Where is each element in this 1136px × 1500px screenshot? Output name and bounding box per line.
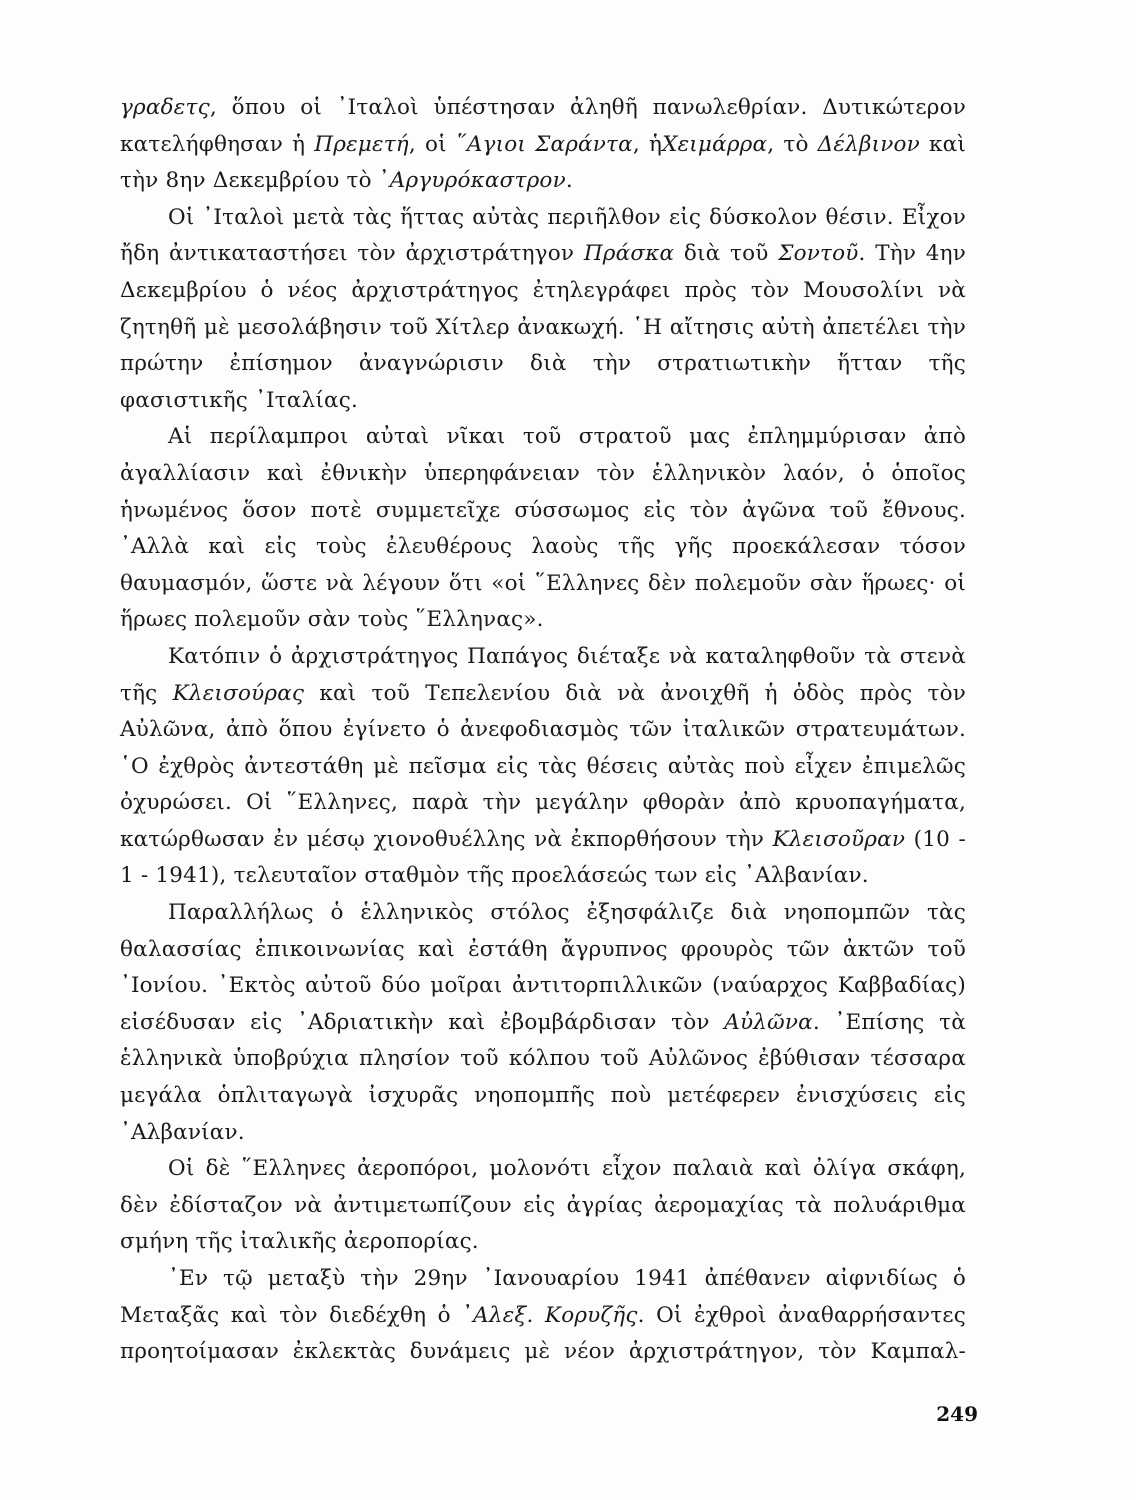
text-segment: Οἱ ᾿Ιταλοὶ μετὰ τὰς ἥττας αὐτὰς περιῆλθον εἰς δύσκολον θέσιν. Εἶχον ἤδη ἀντικαταστήσει τὸν ἀρχιστράτηγον <box>120 204 966 267</box>
place-name-kleisouran: Κλεισοῦραν <box>772 826 906 852</box>
place-name-delvinon: Δέλβινον <box>817 131 920 157</box>
text-segment: , ἡ <box>632 131 663 157</box>
paragraph-1 <box>120 90 966 200</box>
person-name-koryzis: Αλεξ. Κορυζῆς <box>473 1302 638 1328</box>
body-text <box>120 90 966 1371</box>
text-segment: . Τὴν 4ην Δεκεμβρίου ὁ νέος ἀρχιστράτηγος ἐτηλεγράφει πρὸς τὸν Μουσολίνι νὰ ζητηθῆ μὲ μεσολάβησιν τοῦ Χίτλερ ἀνακωχή. ῾Η αἴτησις αὐτὴ ἀπετέλει τὴν πρώτην ἐπίσημον ἀναγνώρισιν διὰ τὴν στρατιωτικὴν ἥτταν τῆς φασιστικῆς ᾿Ιταλίας. <box>120 241 966 413</box>
text-segment: γραδετς <box>120 95 210 120</box>
place-name-argyrokastron: Αργυρόκαστρον <box>389 168 566 194</box>
paragraph-3 <box>120 419 966 639</box>
place-name-cheimarra: Χειμάρρα <box>662 131 768 157</box>
text-segment: . <box>565 168 573 194</box>
text-segment: καὶ τοῦ Τεπελενίου διὰ νὰ ἀνοιχθῆ ἡ ὁδὸς πρὸς τὸν Αὐλῶνα, ἀπὸ ὅπου ἐγίνετο ὁ ἀνεφοδιασμὸς τῶν ἰταλικῶν στρατευμάτων. ῾Ο ἐχθρὸς ἀντεστάθη μὲ πεῖσμα εἰς τὰς θέσεις αὐτὰς ποὺ εἶχεν ἐπιμελῶς ὀχυρώσει. Οἱ ῞Ελληνες, παρὰ τὴν μεγάλην φθορὰν ἀπὸ κρυοπαγήματα, κατώρθωσαν ἐν μέσῳ χιονοθυέλλης νὰ ἐκπορθήσουν τὴν <box>120 680 966 852</box>
text-segment: ᾿Εν τῷ μεταξὺ τὴν 29ην ᾿Ιανουαρίου 1941 ἀπέθανεν αἰφνιδίως ὁ Μεταξᾶς καὶ τὸν διεδέχθη ὁ ᾿ <box>120 1266 966 1328</box>
text-segment: διὰ τοῦ <box>674 241 779 267</box>
text-segment: Κατόπιν ὁ ἀρχιστράτηγος Παπάγος διέταξε νὰ καταληφθοῦν τὰ στενὰ τῆς <box>120 643 966 706</box>
paragraph-7 <box>120 1261 966 1371</box>
text-segment: Αἱ περίλαμπροι αὐταὶ νῖκαι τοῦ στρατοῦ μας ἐπλημμύρισαν ἀπὸ ἀγαλλίασιν καὶ ἐθνικὴν ὑπερηφάνειαν τὸν ἑλληνικὸν λαόν, ὁ ὁποῖος ἡνωμένος ὅσον ποτὲ συμμετεῖχε σύσσωμος εἰς τὸν ἀγῶνα τοῦ ἔθνους. ᾿Αλλὰ καὶ εἰς τοὺς ἐλευθέρους λαοὺς τῆς γῆς προεκάλεσαν τόσον θαυμασμόν, ὥστε νὰ λέγουν ὅτι «οἱ ῞Ελληνες δὲν πολεμοῦν σὰν ἥρωες· οἱ ἥρωες πολεμοῦν σὰν τοὺς ῞Ελληνας». <box>120 424 966 633</box>
place-name-premeti: Πρεμετή <box>314 131 409 157</box>
paragraph-5 <box>120 895 966 1151</box>
text-segment: (10 - 1 - 1941), τελευταῖον σταθμὸν τῆς προελάσεώς των εἰς ᾿Αλβανίαν. <box>120 826 966 889</box>
text-segment: , ὅπου οἱ ᾿Ιταλοὶ ὑπέστησαν ἀληθῆ πανωλεθρίαν. Δυτικώτερον κατελήφθησαν ἡ <box>120 95 966 157</box>
person-name-sontou: Σοντοῦ <box>778 241 859 267</box>
person-name-praska: Πράσκα <box>583 241 675 267</box>
text-segment: , οἱ <box>408 131 456 157</box>
text-segment: Παραλλήλως ὁ ἑλληνικὸς στόλος ἐξησφάλιζε διὰ νηοπομπῶν τὰς θαλασσίας ἐπικοινωνίας καὶ ἐστάθη ἄγρυπνος φρουρὸς τῶν ἀκτῶν τοῦ ᾿Ιονίου. ᾿Εκτὸς αὐτοῦ δύο μοῖραι ἀντιτορπιλλικῶν (ναύαρχος Καββαδίας) εἰσέδυσαν εἰς ᾿Αδριατικὴν καὶ ἐβομβάρδισαν τὸν <box>120 900 966 1035</box>
place-name-agioi-saranta: ῞Αγιοι Σαράντα <box>455 131 633 157</box>
place-name-avlona: Αὐλῶνα <box>724 1009 813 1035</box>
text-segment: καὶ τὴν 8ην Δεκεμβρίου τὸ ᾿ <box>120 131 966 194</box>
paragraph-2 <box>120 200 966 420</box>
text-segment: . ᾿Επίσης τὰ ἑλληνικὰ ὑποβρύχια πλησίον τοῦ κόλπου τοῦ Αὐλῶνος ἐβύθισαν τέσσαρα μεγάλα ὁπλιταγωγὰ ἰσχυρᾶς νηοπομπῆς ποὺ μετέφερεν ἐνισχύσεις εἰς ᾿Αλβανίαν. <box>120 1009 966 1145</box>
paragraph-6 <box>120 1151 966 1261</box>
page-number: 249 <box>936 1402 978 1426</box>
paragraph-4 <box>120 639 966 895</box>
text-segment: Οἱ δὲ ῞Ελληνες ἀεροπόροι, μολονότι εἶχον παλαιὰ καὶ ὀλίγα σκάφη, δὲν ἐδίσταζον νὰ ἀντιμετωπίζουν εἰς ἀγρίας ἀερομαχίας τὰ πολυάριθμα σμήνη τῆς ἰταλικῆς ἀεροπορίας. <box>120 1156 966 1255</box>
text-segment: , τὸ <box>767 131 818 157</box>
text-segment: . Οἱ ἐχθροὶ ἀναθαρρήσαντες προητοίμασαν ἐκλεκτὰς δυνάμεις μὲ νέον ἀρχιστράτηγον, τὸν Καμπαλ- <box>120 1302 966 1365</box>
place-name-kleisouras: Κλεισούρας <box>172 680 305 706</box>
